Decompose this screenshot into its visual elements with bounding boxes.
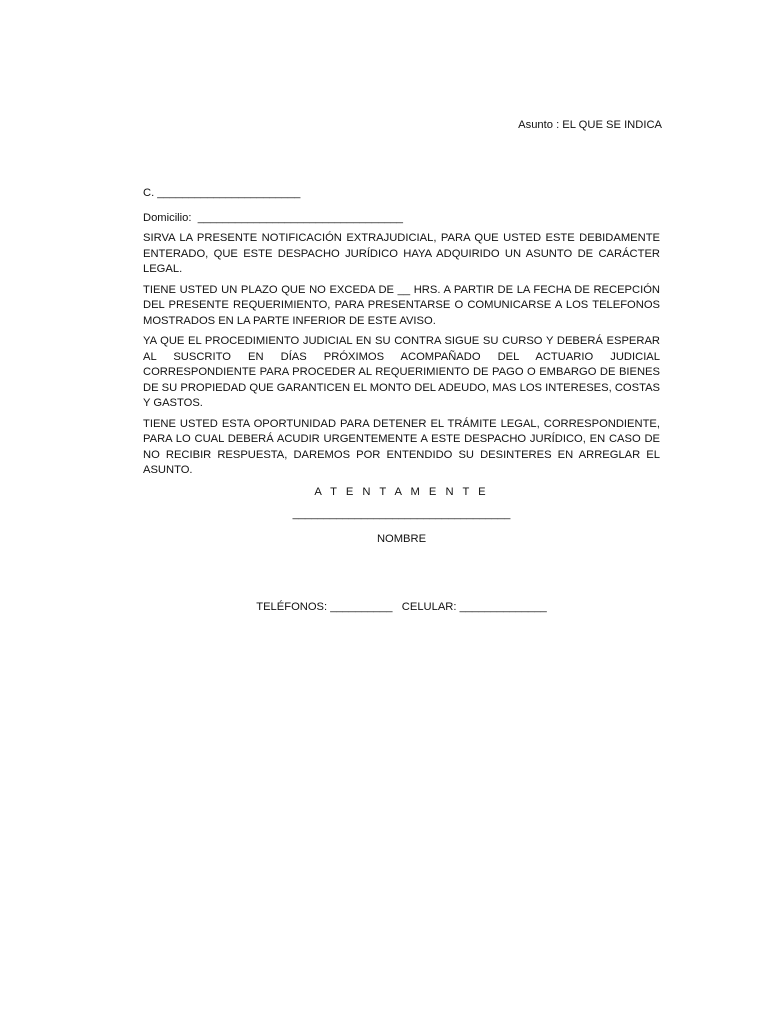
- signature-line: ___________________________________: [292, 508, 511, 520]
- closing-salutation: A T E N T A M E N T E: [314, 486, 489, 498]
- phones-line: TELÉFONOS: __________ CELULAR: ______________: [256, 601, 547, 613]
- paragraph-opportunity: TIENE USTED ESTA OPORTUNIDAD PARA DETENER EL TRÁMITE LEGAL, CORRESPONDIENTE, PARA LO CUAL DEBERÁ ACUDIR URGENTEMENTE A ESTE DESPACHO JURÍDICO, EN CASO DE NO RECIBIR RESPUESTA, DAREMOS POR ENTENDIDO SU DESINTERES EN ARREGLAR EL ASUNTO.: [143, 417, 660, 476]
- subject-line: Asunto : EL QUE SE INDICA: [518, 119, 662, 131]
- domicilio-field: Domicilio: _________________________________: [143, 212, 404, 224]
- paragraph-deadline: TIENE USTED UN PLAZO QUE NO EXCEDA DE __ HRS. A PARTIR DE LA FECHA DE RECEPCIÓN DEL PRESENTE REQUERIMIENTO, PARA PRESENTARSE O COMUNICARSE A LOS TELEFONOS MOSTRADOS EN LA PARTE INFERIOR DE ESTE AVISO.: [143, 283, 660, 327]
- body-text: [143, 231, 660, 484]
- name-label: NOMBRE: [376, 533, 427, 545]
- recipient-field: C. _______________________: [143, 187, 301, 199]
- paragraph-procedure: YA QUE EL PROCEDIMIENTO JUDICIAL EN SU CONTRA SIGUE SU CURSO Y DEBERÁ ESPERAR AL SUSCRITO EN DÍAS PRÓXIMOS ACOMPAÑADO DEL ACTUARIO JUDICIAL CORRESPONDIENTE PARA PROCEDER AL REQUERIMIENTO DE PAGO O EMBARGO DE BIENES DE SU PROPIEDAD QUE GARANTICEN EL MONTO DEL ADEUDO, MAS LOS INTERESES, COSTAS Y GASTOS.: [143, 335, 660, 409]
- paragraph-notification: SIRVA LA PRESENTE NOTIFICACIÓN EXTRAJUDICIAL, PARA QUE USTED ESTE DEBIDAMENTE ENTERADO, QUE ESTE DESPACHO JURÍDICO HAYA ADQUIRIDO UN ASUNTO DE CARÁCTER LEGAL.: [143, 232, 660, 275]
